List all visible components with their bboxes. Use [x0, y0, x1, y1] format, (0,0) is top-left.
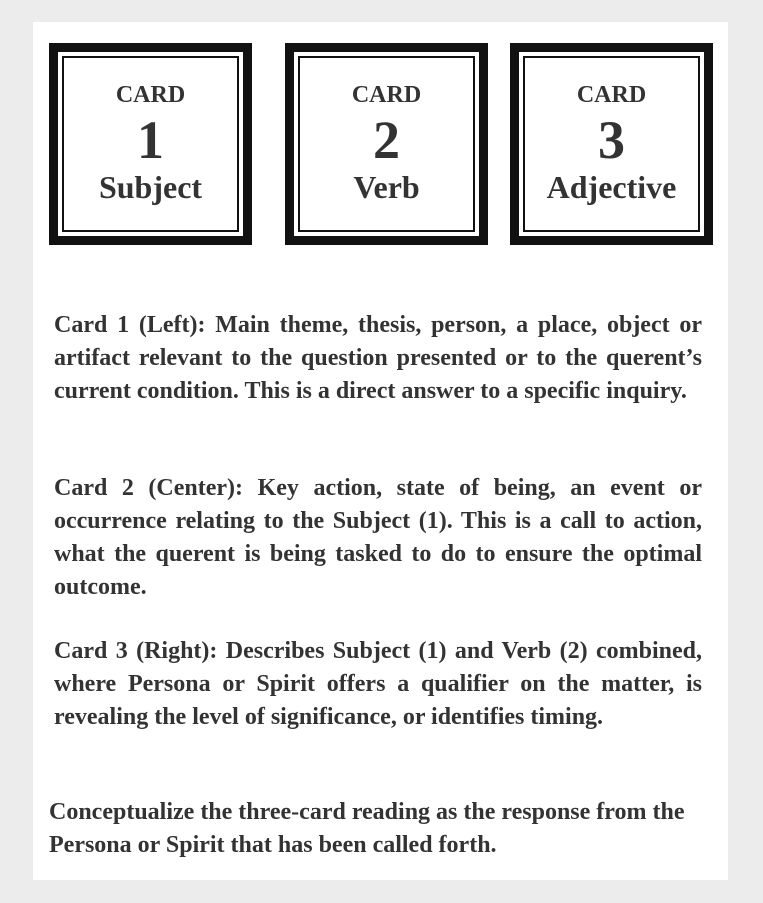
card-inner-frame — [523, 56, 700, 232]
card-word: CARD — [115, 82, 186, 108]
card-number: 1 — [137, 110, 164, 170]
card-3-adjective — [510, 43, 713, 245]
card-inner-frame — [298, 56, 475, 232]
closing-statement: Conceptualize the three-card reading as the response from the Persona or Spirit that has been called forth. — [49, 799, 685, 858]
card-1-description: Card 1 (Left): Main theme, thesis, person, a place, object or artifact relevant to the question presented or to the querent’s current condition. This is a direct answer to a specific inquiry. — [54, 312, 702, 404]
card-2-verb — [285, 43, 488, 245]
card-label: Verb — [353, 169, 420, 205]
card-3-description: Card 3 (Right): Describes Subject (1) and Verb (2) combined, where Persona or Spirit offers a qualifier on the matter, is revealing the level of significance, or identifies timing. — [54, 638, 702, 730]
card-word: CARD — [576, 82, 647, 108]
card-label: Subject — [98, 169, 203, 205]
card-number: 3 — [598, 110, 625, 170]
card-number: 2 — [373, 110, 400, 170]
card-word: CARD — [351, 82, 422, 108]
card-inner-frame — [62, 56, 239, 232]
card-label: Adjective — [546, 169, 677, 205]
card-2-description: Card 2 (Center): Key action, state of being, an event or occurrence relating to the Subject (1). This is a call to action, what the querent is being tasked to do to ensure the optimal outcome. — [54, 475, 702, 600]
document-page — [33, 22, 728, 880]
card-1-subject — [49, 43, 252, 245]
